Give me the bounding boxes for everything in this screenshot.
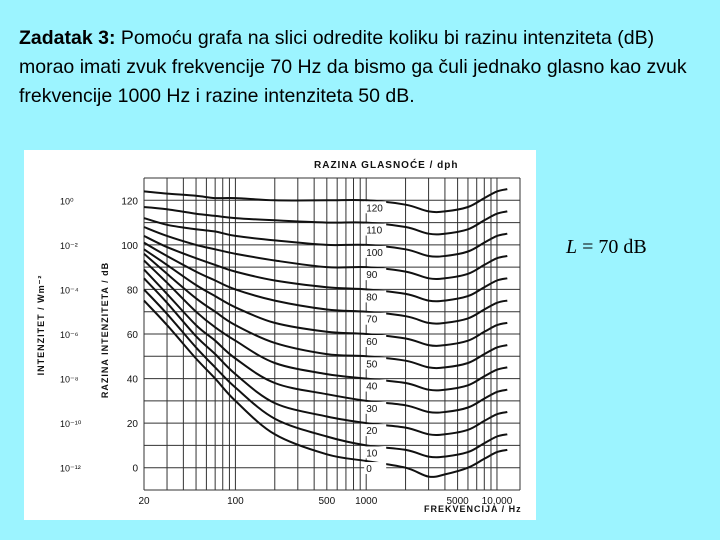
answer-value: = 70 dB <box>577 236 647 258</box>
x-tick-label: 20 <box>138 496 150 507</box>
y2-axis-label: INTENZITET / Wm⁻² <box>36 274 46 376</box>
answer-text <box>566 236 647 259</box>
chart-title: RAZINA GLASNOĆE / dph <box>314 160 459 171</box>
x-tick-label: 1000 <box>355 496 378 507</box>
x-axis-label: FREKVENCIJA / Hz <box>424 504 522 514</box>
chart-curves <box>144 189 507 477</box>
y-tick-label: 80 <box>126 285 138 297</box>
y2-tick-label: 10⁻⁸ <box>60 374 79 385</box>
curve-label-0: 0 <box>366 464 372 476</box>
curve-label-120: 120 <box>366 203 383 215</box>
y2-tick-label: 10⁻⁶ <box>60 330 79 340</box>
curve-label-10: 10 <box>366 448 378 460</box>
y-axis-label: RAZINA INTENZITETA / dB <box>100 261 110 399</box>
chart-svg <box>24 150 536 520</box>
y2-tick-label: 10⁻⁴ <box>60 285 79 296</box>
x-tick-label: 500 <box>318 496 336 507</box>
chart-grid <box>144 178 520 490</box>
loudness-curve-60 <box>144 249 507 346</box>
y-tick-label: 20 <box>126 419 138 431</box>
curve-label-30: 30 <box>366 403 378 415</box>
loudness-curve-100 <box>144 218 507 257</box>
x-tick-label: 10,000 <box>481 496 513 507</box>
task-label: Zadatak 3: <box>19 27 116 49</box>
x-tick-label: 100 <box>227 496 244 507</box>
y2-tick-label: 10⁻¹⁰ <box>60 419 82 430</box>
y-tick-label: 0 <box>132 463 138 475</box>
y2-tick-label: 10⁻² <box>60 240 78 251</box>
curve-label-60: 60 <box>366 337 378 348</box>
y2-tick-label: 10⁰ <box>60 196 74 207</box>
task-text: Pomoću grafa na slici odredite koliku bi razinu intenziteta (dB) morao imati zvuk frekvencije 70 Hz da bismo ga čuli jednako glasno kao zvuk frekvencije 1000 Hz i razine intenziteta 50 dB. <box>19 27 687 107</box>
loudness-curve-40 <box>144 261 507 391</box>
curve-label-70: 70 <box>366 314 378 326</box>
y-tick-label: 40 <box>126 374 138 386</box>
curve-label-110: 110 <box>366 225 383 237</box>
task-statement <box>19 24 709 111</box>
answer-symbol: L <box>566 236 578 258</box>
loudness-curve-30 <box>144 269 507 412</box>
y-tick-label: 100 <box>121 240 138 252</box>
curve-label-90: 90 <box>366 270 378 282</box>
y2-tick-label: 10⁻¹² <box>60 463 81 474</box>
curve-label-100: 100 <box>366 247 383 259</box>
x-tick-label: 5000 <box>446 496 469 507</box>
curve-label-20: 20 <box>366 426 378 438</box>
curve-label-50: 50 <box>366 359 378 371</box>
loudness-chart <box>24 150 536 520</box>
y-tick-label: 120 <box>121 196 138 208</box>
curve-label-40: 40 <box>366 381 378 393</box>
y-tick-label: 60 <box>126 330 138 341</box>
loudness-curve-90 <box>144 227 507 282</box>
curve-label-80: 80 <box>366 292 378 304</box>
